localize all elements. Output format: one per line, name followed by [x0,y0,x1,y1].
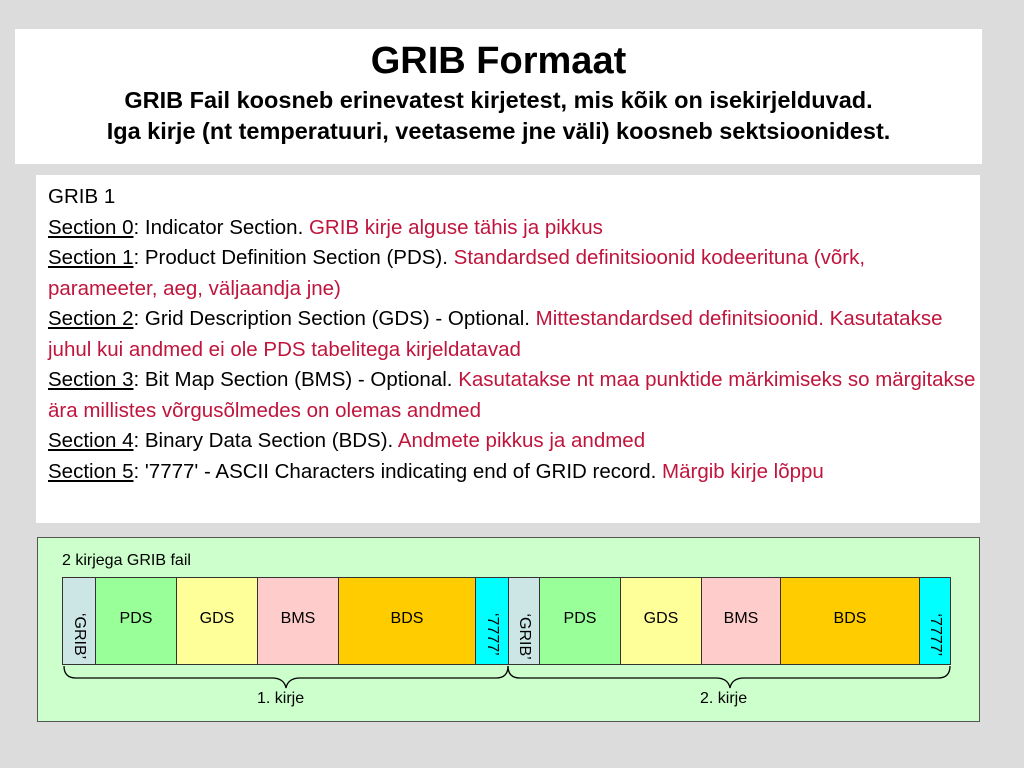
record-1-gds-label: GDS [199,610,235,627]
section-2-desc: : Grid Description Section (GDS) - Optional. [133,307,536,330]
subtitle-line-1: GRIB Fail koosneb erinevatest kirjetest, mis kõik on isekirjelduvad. [124,87,873,113]
record-2-brace [508,666,950,688]
record-2-pds-label: PDS [563,610,597,627]
record-1-label: 1. kirje [257,690,305,707]
grib-heading: GRIB 1 [48,185,116,208]
section-0-name: Section 0 [48,215,134,239]
section-3-desc: : Bit Map Section (BMS) - Optional. [133,368,459,391]
section-0-desc: : Indicator Section. [133,215,309,239]
section-3-note: Kasutatakse nt maa punktide märkimiseks so märgitakse ära millistes võrgusõlmedes on olemas andmed [48,368,976,422]
section-4-desc: : Binary Data Section (BDS). [133,429,398,452]
page-title: GRIB Formaat [370,40,627,82]
section-5-desc: : '7777' - ASCII Characters indicating end of GRID record. [133,459,663,483]
subtitle-line-2: Iga kirje (nt temperatuuri, veetaseme jne väli) koosneb sektsioonidest. [106,118,891,144]
record-1-end-label: ‘7777’ [484,613,501,656]
record-2-bms-label: BMS [723,610,759,627]
record-2-label: 2. kirje [700,690,748,707]
diagram-caption: 2 kirjega GRIB fail [62,552,191,569]
record-1-pds-label: PDS [119,610,153,627]
section-3-name: Section 3 [48,368,134,391]
record-2-gds-label: GDS [643,610,679,627]
section-1-name: Section 1 [48,246,134,269]
record-2-bds-label: BDS [833,610,867,627]
section-5-name: Section 5 [48,459,134,483]
section-4-name: Section 4 [48,429,134,452]
section-1-note: Standardsed definitsioonid kodeerituna (võrk, parameeter, aeg, väljaandja jne) [48,246,866,300]
section-1-desc: : Product Definition Section (PDS). [133,246,454,269]
section-2-note: Mittestandardsed definitsioonid. Kasutatakse juhul kui andmed ei ole PDS tabelitega kirjeldatavad [48,307,943,361]
record-1-bms-label: BMS [280,610,316,627]
section-2-name: Section 2 [48,307,134,330]
record-1-brace [64,666,508,688]
record-1-bds-label: BDS [390,610,424,627]
record-2-end-label: ‘7777’ [927,613,944,657]
record-2-grib-label: ‘GRIB’ [516,613,533,660]
record-1-grib-label: ‘GRIB’ [71,613,88,660]
section-4-note: Andmete pikkus ja andmed [397,429,646,452]
section-5-note: Märgib kirje lõppu [662,459,824,483]
section-0-note: GRIB kirje alguse tähis ja pikkus [308,215,603,239]
